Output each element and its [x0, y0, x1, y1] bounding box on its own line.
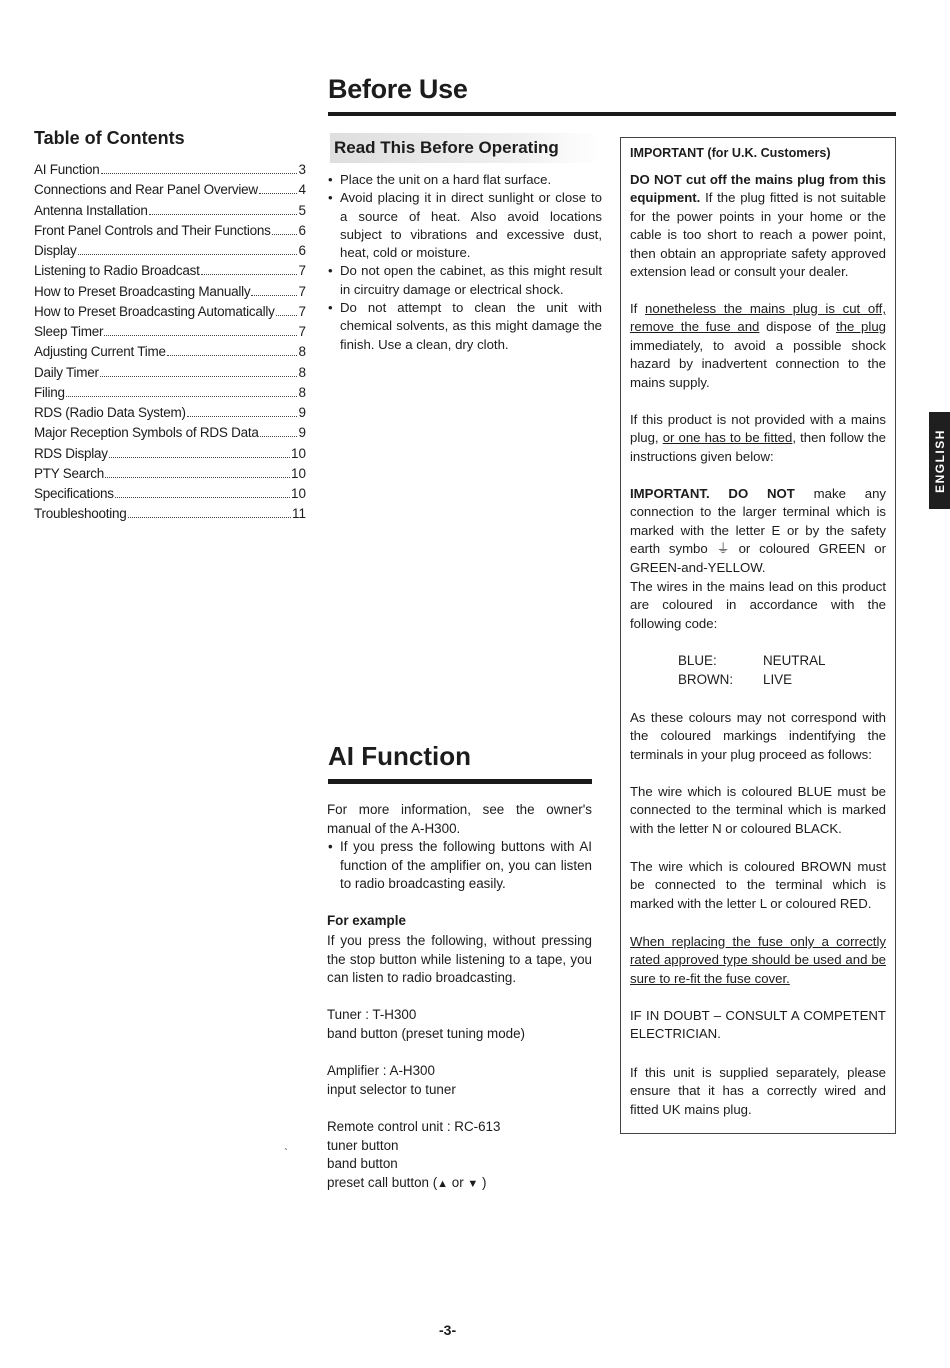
toc-item-title: Listening to Radio Broadcast	[34, 263, 200, 279]
important-paragraph	[630, 411, 886, 466]
toc-item-page: 7	[298, 303, 306, 319]
important-paragraph: If this unit is supplied separately, please ensure that it has a correctly wired and fitted UK mains plug.	[630, 1065, 886, 1117]
important-text: dispose of	[759, 319, 836, 335]
important-text: , then follow the instructions given below:	[630, 430, 886, 464]
toc-item	[34, 444, 306, 464]
toc-item-page: 9	[298, 405, 306, 420]
toc-leader	[100, 376, 298, 377]
toc-item	[34, 282, 306, 302]
toc-leader	[251, 295, 297, 296]
page-title: Before Use	[328, 74, 468, 104]
important-paragraph: The wires in the mains lead on this product are coloured in accordance with the following code:	[630, 579, 886, 631]
read-before-heading: Read This Before Operating	[334, 138, 559, 157]
toc-item	[34, 464, 306, 484]
important-paragraph: The wire which is coloured BLUE must be connected to the terminal which is marked with the letter N or coloured BLACK.	[630, 784, 886, 836]
page-number: -3-	[439, 1322, 457, 1338]
toc-leader	[260, 436, 298, 437]
title-rule	[328, 112, 896, 116]
toc-item-title: Daily Timer	[34, 364, 99, 380]
important-paragraph	[630, 485, 886, 577]
toc-item-title: Sleep Timer	[34, 324, 104, 339]
toc-heading: Table of Contents	[34, 128, 185, 148]
toc-item-page: 5	[298, 202, 306, 218]
remote-line: tuner button	[327, 1137, 399, 1153]
toc-item	[34, 201, 306, 221]
toc-item-title: Filing	[34, 384, 65, 400]
toc-item-page: 7	[298, 283, 306, 299]
toc-leader	[109, 457, 290, 458]
amplifier-line: Amplifier : A-H300	[327, 1063, 435, 1078]
toc-leader	[167, 355, 298, 356]
toc-item	[34, 221, 306, 241]
important-text: If the plug fitted is not suitable for the power points in your home or the cable is too short to reach a power point, then obtain an appropriate safety approved extension lead or consult your dealer.	[630, 190, 886, 280]
toc-item	[34, 322, 306, 342]
toc-item-title: How to Preset Broadcasting Manually	[34, 283, 251, 299]
toc-leader	[149, 214, 298, 215]
toc-item-page: 3	[298, 162, 306, 177]
down-triangle-icon: ▼	[467, 1177, 479, 1190]
toc-item-page: 7	[298, 263, 306, 279]
toc-item-page: 10	[290, 486, 306, 501]
important-paragraph: As these colours may not correspond with the coloured markings indentifying the terminals in your plug proceed as follows:	[630, 710, 886, 762]
toc-leader	[78, 254, 298, 255]
wire-blue-label: BLUE:	[678, 653, 717, 668]
toc-item-page: 8	[298, 364, 306, 380]
toc-item	[34, 241, 306, 261]
toc-leader	[104, 335, 297, 336]
toc-item	[34, 342, 306, 362]
toc-leader	[272, 234, 298, 235]
ai-function-bullet-text: If you press the following buttons with AI function of the amplifier on, you can listen to radio broadcasting easily.	[340, 839, 592, 892]
important-paragraph	[630, 171, 886, 281]
toc-leader	[201, 274, 298, 275]
tuner-block	[327, 1006, 525, 1043]
toc-item	[34, 302, 306, 322]
toc-item-page: 9	[298, 425, 306, 441]
remote-line	[327, 1174, 500, 1194]
important-text: If this product is not provided with a mains plug,	[630, 412, 886, 446]
toc-item-title: PTY Search	[34, 465, 105, 481]
toc-item-title: Specifications	[34, 486, 114, 501]
toc-item-page: 4	[298, 182, 306, 198]
toc-item-page: 10	[290, 445, 306, 461]
important-header: IMPORTANT (for U.K. Customers)	[630, 146, 831, 160]
toc-list	[34, 160, 306, 525]
toc-item-title: Front Panel Controls and Their Functions	[34, 222, 271, 238]
tuner-line: Tuner : T-H300	[327, 1007, 417, 1022]
important-bold: IMPORTANT. DO NOT	[630, 486, 795, 501]
toc-item	[34, 504, 306, 524]
important-paragraph: When replacing the fuse only a correctly rated approved type should be used and be sure to re-fit the fuse cover.	[630, 934, 886, 986]
language-tab-label	[929, 412, 950, 509]
toc-item	[34, 261, 306, 281]
toc-item-title: Connections and Rear Panel Overview	[34, 182, 258, 198]
toc-leader	[276, 315, 298, 316]
remote-line: Remote control unit : RC-613	[327, 1119, 501, 1134]
toc-leader	[66, 396, 298, 397]
important-text: immediately, to avoid a possible shock hazard by inadvertent connection to the mains supply.	[630, 337, 886, 390]
preset-call-suffix: )	[478, 1174, 487, 1190]
important-underlined: the plug	[836, 319, 886, 335]
toc-item-title: Display	[34, 243, 77, 258]
toc-item-title: Adjusting Current Time	[34, 344, 166, 360]
important-text: make any connection to the larger terminal which is marked with the letter E or by the safety earth symbo ⏚ or coloured GREEN or GREEN-and-YELLOW.	[630, 486, 886, 575]
toc-item-page: 6	[298, 243, 306, 258]
toc-leader	[115, 497, 290, 498]
read-before-item: • Do not attempt to clean the unit with chemical solvents, as this might damage the finish. Use a clean, dry cloth.	[327, 299, 602, 354]
toc-item-title: AI Function	[34, 162, 100, 177]
toc-item-title: RDS Display	[34, 445, 108, 461]
ai-function-title: AI Function	[328, 741, 471, 771]
read-before-item: • Place the unit on a hard flat surface.	[327, 171, 602, 189]
read-before-list	[327, 171, 602, 354]
toc-item-title: Troubleshooting	[34, 506, 127, 522]
wire-brown-value: LIVE	[763, 672, 793, 687]
wire-brown-label: BROWN:	[678, 672, 734, 687]
important-paragraph: The wire which is coloured BROWN must be connected to the terminal which is marked with the letter L or coloured RED.	[630, 859, 886, 911]
toc-item-page: 7	[298, 324, 306, 339]
toc-item	[34, 383, 306, 403]
remote-block	[327, 1118, 500, 1193]
toc-item	[34, 484, 306, 504]
stray-mark: ˋ	[284, 1146, 288, 1160]
toc-leader	[101, 173, 298, 174]
bullet-dot: •	[328, 839, 333, 854]
language-tab-text: ENGLISH	[932, 428, 947, 493]
ai-function-rule	[328, 779, 592, 784]
wire-blue-value: NEUTRAL	[763, 653, 826, 668]
amplifier-block	[327, 1062, 456, 1099]
amplifier-line: input selector to tuner	[327, 1081, 456, 1097]
important-underlined: or one has to be fitted	[662, 430, 793, 446]
remote-line: band button	[327, 1156, 398, 1172]
important-paragraph: IF IN DOUBT – CONSULT A COMPETENT ELECTRICIAN.	[630, 1008, 886, 1042]
example-label: For example	[327, 913, 406, 928]
toc-item-page: 8	[298, 384, 306, 400]
toc-item-title: RDS (Radio Data System)	[34, 405, 186, 420]
up-triangle-icon: ▲	[437, 1177, 449, 1190]
toc-leader	[105, 477, 290, 478]
important-text: If	[630, 301, 646, 316]
toc-item-page: 6	[298, 222, 306, 238]
important-bold: DO NOT cut off the mains plug from this equipment.	[630, 172, 886, 206]
important-underlined: nonetheless the mains plug is cut off, remove the fuse and	[630, 301, 886, 335]
toc-item-title: Antenna Installation	[34, 202, 148, 218]
toc-leader	[128, 517, 291, 518]
toc-item	[34, 180, 306, 200]
toc-item	[34, 423, 306, 443]
toc-item-title: How to Preset Broadcasting Automatically	[34, 303, 275, 319]
example-text: If you press the following, without pressing the stop button while listening to a tape, you can listen to radio broadcasting.	[327, 933, 592, 986]
toc-item-page: 11	[291, 506, 306, 522]
ai-function-intro: For more information, see the owner's manual of the A-H300.	[327, 802, 592, 836]
ai-function-bullet	[327, 838, 592, 894]
toc-item	[34, 363, 306, 383]
toc-item-title: Major Reception Symbols of RDS Data	[34, 425, 259, 441]
read-before-item: • Avoid placing it in direct sunlight or close to a source of heat. Also avoid locations subject to vibrations and excessive dust, heat, cold or moisture.	[327, 189, 602, 262]
toc-item	[34, 160, 306, 180]
toc-leader	[259, 193, 298, 194]
preset-call-or: or	[448, 1174, 468, 1190]
important-paragraph	[630, 300, 886, 392]
tuner-line: band button (preset tuning mode)	[327, 1025, 526, 1041]
preset-call-prefix: preset call button (	[327, 1174, 438, 1190]
toc-item	[34, 403, 306, 423]
toc-item-page: 8	[298, 344, 306, 360]
toc-leader	[187, 416, 298, 417]
toc-item-page: 10	[290, 465, 306, 481]
read-before-item: • Do not open the cabinet, as this might result in circuitry damage or electrical shock.	[327, 262, 602, 299]
